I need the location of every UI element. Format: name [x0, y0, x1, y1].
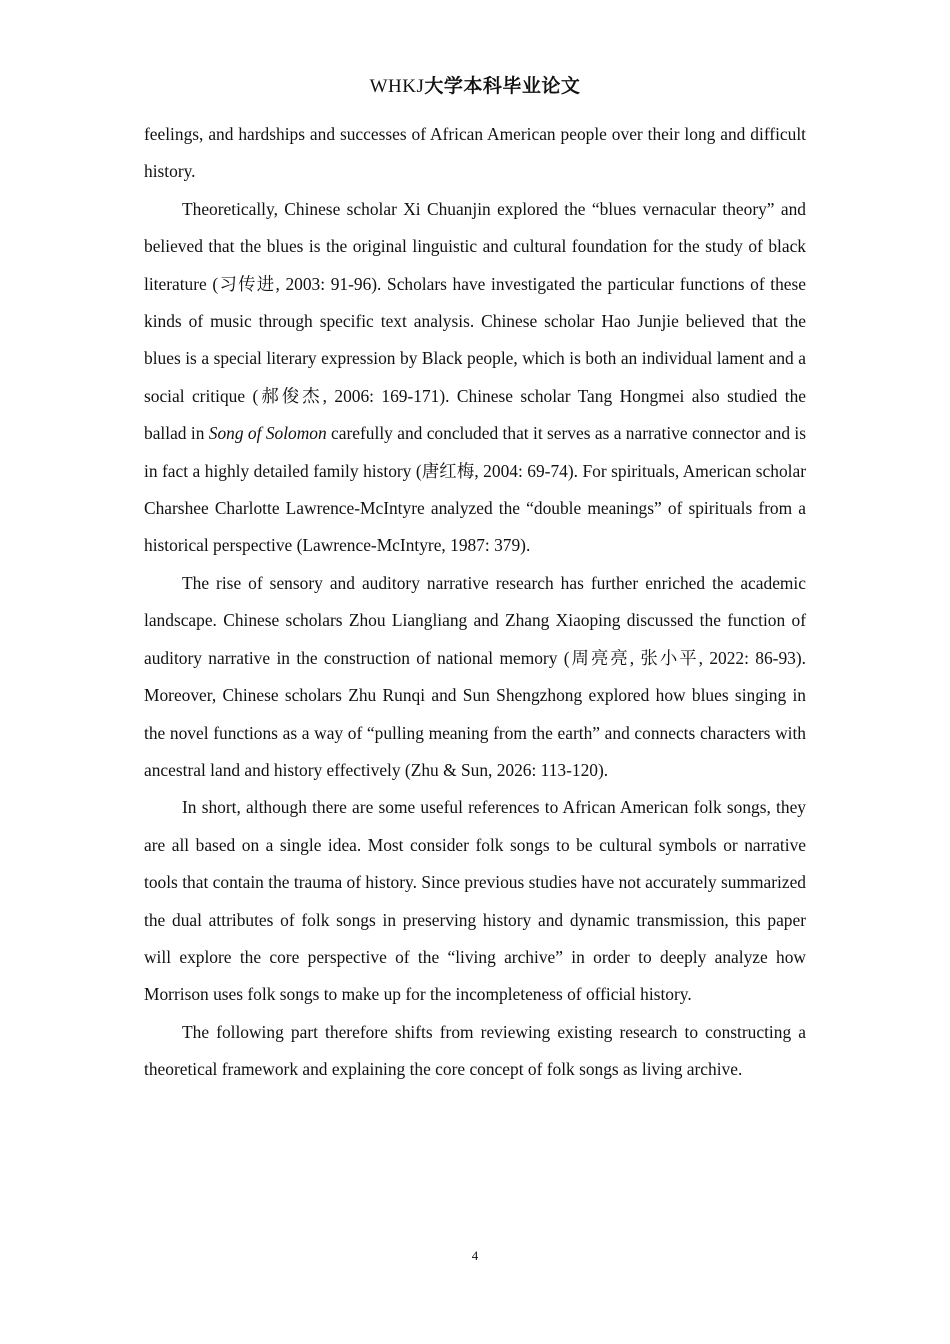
book-title-italic: Song of Solomon: [208, 423, 327, 444]
page-number: 4: [471, 1248, 479, 1263]
page-header: [0, 74, 950, 100]
header-latin-text: WHKJ: [369, 76, 425, 97]
paragraph-text: Theoretically, Chinese scholar Xi Chuanjin explored the “blues vernacular theory” and believed that the blues is the original linguistic and cultural foundation for the study of black literature (习传进, 2003: 91-96). Scholars have investigated the particular functions of these kinds of music through specific text analysis. Chinese scholar Hao Junjie believed that the blues is a special literary expression by Black people, which is both an individual lament and a social critique (郝俊杰, 2006: 169-171). Chinese scholar Tang Hongmei also studied the ballad in: [144, 198, 806, 444]
header-chinese-text: 大学本科毕业论文: [424, 76, 581, 97]
paragraph-transition: The following part therefore shifts from reviewing existing research to constructing a theoretical framework and explaining the core concept of folk songs as living archive.: [144, 1021, 806, 1080]
paragraph-text: carefully and concluded that it serves as a narrative connector and is in fact a highly detailed family history (唐红梅, 2004: 69-74). For spirituals, American scholar Charshee Charlotte Lawrence-McIntyre analyzed the “double meanings” of spirituals from a historical perspective (Lawrence-McIntyre, 1987: 379).: [144, 423, 806, 556]
paragraph-auditory-narrative: The rise of sensory and auditory narrative research has further enriched the academic landscape. Chinese scholars Zhou Liangliang and Zhang Xiaoping discussed the function of auditory narrative in the construction of national memory (周亮亮, 张小平, 2022: 86-93). Moreover, Chinese scholars Zhu Runqi and Sun Shengzhong explored how blues singing in the novel functions as a way of “pulling meaning from the earth” and connects characters with ancestral land and history effectively (Zhu & Sun, 2026: 113-120).: [144, 572, 806, 780]
body-text: [144, 116, 806, 1089]
paragraph-summary: In short, although there are some useful references to African American folk songs, they are all based on a single idea. Most consider folk songs to be cultural symbols or narrative tools that contain the trauma of history. Since previous studies have not accurately summarized the dual attributes of folk songs in preserving history and dynamic transmission, this paper will explore the core perspective of the “living archive” in order to deeply analyze how Morrison uses folk songs to make up for the incompleteness of official history.: [144, 797, 806, 1005]
paragraph-continuation: feelings, and hardships and successes of African American people over their long and difficult history.: [144, 124, 806, 182]
paragraph-theoretical-review: [144, 191, 806, 565]
